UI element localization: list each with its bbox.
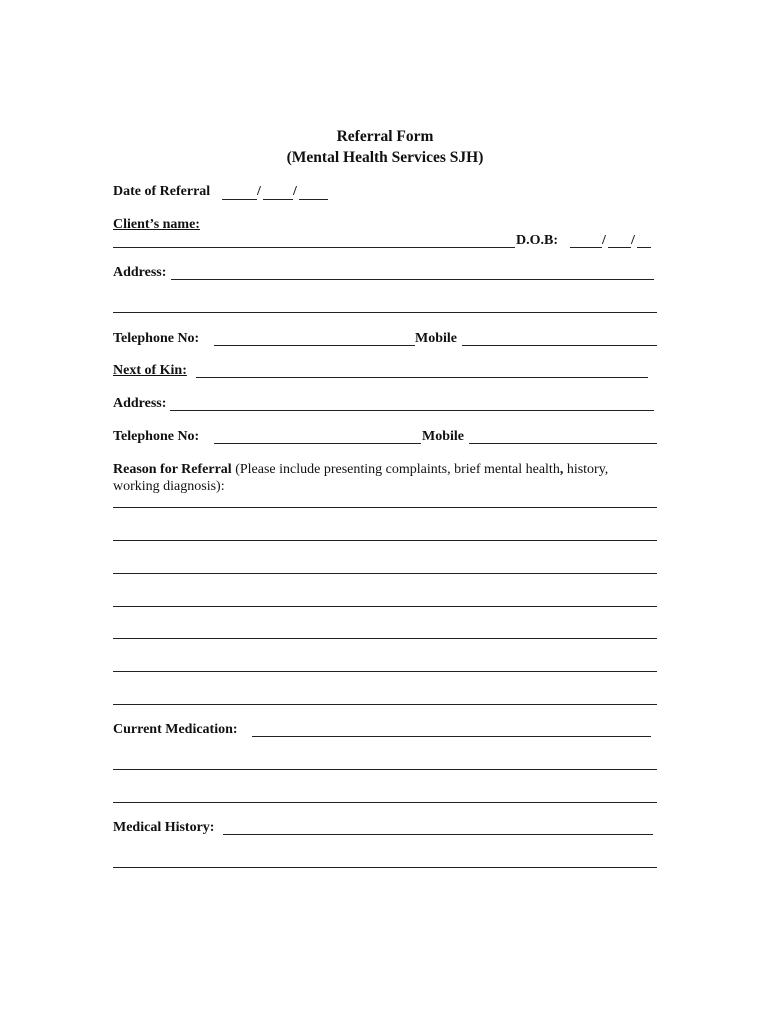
address-field-line-1[interactable] [171,263,654,280]
kin-address-field[interactable] [170,394,654,411]
dob-day-field[interactable] [570,231,602,248]
mobile-field[interactable] [462,329,657,346]
current-medication-field-line-2[interactable] [113,753,657,770]
telephone-field[interactable] [214,329,415,346]
current-medication-field[interactable] [252,720,651,737]
next-of-kin-label: Next of Kin: [113,363,187,378]
form-title: Referral Form [336,128,434,145]
reason-field-line-3[interactable] [113,557,657,574]
date-separator: / [293,184,297,199]
referral-year-field[interactable] [299,183,328,200]
current-medication-label: Current Medication: [113,722,238,737]
address-label: Address: [113,265,167,280]
next-of-kin-field[interactable] [196,361,648,378]
current-medication-field-line-3[interactable] [113,786,657,803]
dob-label: D.O.B: [516,233,558,248]
reason-field-line-7[interactable] [113,688,657,705]
kin-telephone-label: Telephone No: [113,429,200,444]
dob-year-field[interactable] [637,231,651,248]
date-separator: / [257,184,261,199]
reason-for-referral-prompt [113,461,658,495]
reason-field-line-2[interactable] [113,524,657,541]
kin-telephone-field[interactable] [214,427,421,444]
form-subtitle: (Mental Health Services SJH) [286,149,484,166]
reason-hint-b: history, working diagnosis): [113,462,609,494]
medical-history-field-line-2[interactable] [113,851,657,868]
kin-address-label: Address: [113,396,167,411]
referral-day-field[interactable] [222,183,257,200]
medical-history-label: Medical History: [113,820,215,835]
address-field-line-2[interactable] [113,296,657,313]
client-name-label: Client’s name: [113,217,200,232]
reason-field-line-4[interactable] [113,590,657,607]
dob-month-field[interactable] [608,231,631,248]
reason-field-line-1[interactable] [113,491,657,508]
date-separator: / [631,233,635,248]
reason-hint-a: (Please include presenting complaints, brief mental health [231,462,560,477]
reason-field-line-6[interactable] [113,655,657,672]
reason-field-line-5[interactable] [113,622,657,639]
medical-history-field[interactable] [223,818,653,835]
client-name-field[interactable] [113,231,515,248]
date-separator: / [602,233,606,248]
kin-mobile-field[interactable] [469,427,657,444]
mobile-label: Mobile [415,331,457,346]
referral-month-field[interactable] [263,183,293,200]
reason-hint-comma: , [559,462,564,477]
date-of-referral-label: Date of Referral [113,184,211,199]
reason-for-referral-label: Reason for Referral [113,462,232,477]
kin-mobile-label: Mobile [422,429,464,444]
telephone-label: Telephone No: [113,331,200,346]
